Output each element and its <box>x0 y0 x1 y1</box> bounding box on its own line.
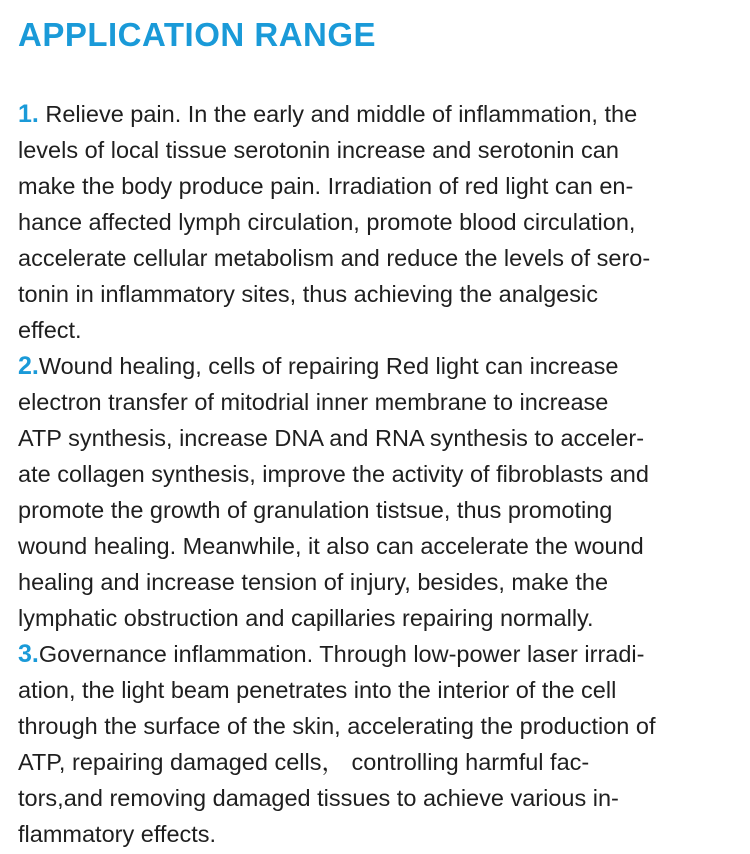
document <box>18 14 732 852</box>
item-1 <box>18 96 732 348</box>
item-1-line-4: hance affected lymph circulation, promote blood circulation, <box>18 209 636 235</box>
item-2-line-7: healing and increase tension of injury, besides, make the <box>18 569 609 595</box>
item-1-text-1: Relieve pain. In the early and middle of inflammation, the <box>38 101 638 127</box>
item-1-line-6: tonin in inflammatory sites, thus achieving the analgesic <box>18 281 598 307</box>
item-3-line-3: through the surface of the skin, accelerating the production of <box>18 713 656 739</box>
item-2-line-1 <box>18 348 732 384</box>
item-3 <box>18 636 732 852</box>
item-2-line-6: wound healing. Meanwhile, it also can accelerate the wound <box>18 533 644 559</box>
item-3-line-2: ation, the light beam penetrates into the interior of the cell <box>18 677 617 703</box>
item-1-line-1 <box>18 96 732 132</box>
item-2-line-5: promote the growth of granulation tistsue, thus promoting <box>18 497 613 523</box>
item-3-text-1: Governance inflammation. Through low-power laser irradi- <box>38 641 645 667</box>
item-3-line-5: tors,and removing damaged tissues to achieve various in- <box>18 785 619 811</box>
item-1-line-2: levels of local tissue serotonin increase and serotonin can <box>18 137 619 163</box>
page-title: APPLICATION RANGE <box>18 16 377 53</box>
item-2-line-8: lymphatic obstruction and capillaries repairing normally. <box>18 605 594 631</box>
item-2-line-4: ate collagen synthesis, improve the activity of fibroblasts and <box>18 461 649 487</box>
item-3-number: 3. <box>18 640 39 668</box>
item-3-line-6: flammatory effects. <box>18 821 217 847</box>
item-2-number: 2. <box>18 352 39 380</box>
item-2 <box>18 348 732 636</box>
item-3-line-4: ATP, repairing damaged cells， controlling harmful fac- <box>18 749 590 775</box>
item-2-line-3: ATP synthesis, increase DNA and RNA synthesis to acceler- <box>18 425 645 451</box>
item-1-line-5: accelerate cellular metabolism and reduce the levels of sero- <box>18 245 651 271</box>
item-3-line-1 <box>18 636 732 672</box>
item-2-line-2: electron transfer of mitodrial inner membrane to increase <box>18 389 609 415</box>
item-1-line-7: effect. <box>18 317 82 343</box>
item-1-number: 1. <box>18 100 39 128</box>
item-1-line-3: make the body produce pain. Irradiation of red light can en- <box>18 173 634 199</box>
item-2-text-1: Wound healing, cells of repairing Red light can increase <box>38 353 619 379</box>
